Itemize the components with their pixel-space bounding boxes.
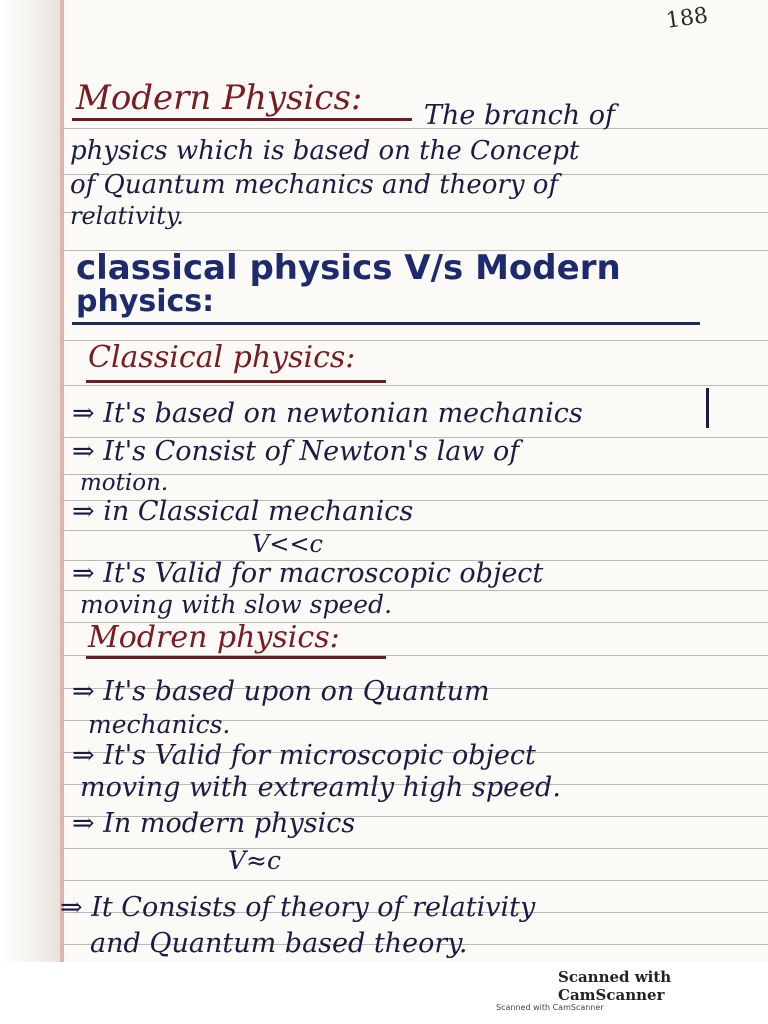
modern-velocity-condition: V≈c (228, 846, 282, 875)
classical-velocity-condition: V<<c (252, 530, 323, 558)
margin-line (60, 0, 64, 962)
classical-line-2: ⇒ It's Consist of Newton's law of (72, 436, 520, 467)
modern-line-1: ⇒ It's based upon on Quantum (72, 676, 490, 707)
scanner-watermark-small: Scanned with CamScanner (496, 1003, 604, 1012)
modern-line-3: ⇒ It's Valid for microscopic object (72, 740, 536, 771)
classical-heading-underline (86, 380, 386, 383)
definition-heading-underline (72, 118, 412, 121)
classical-line-3: motion. (80, 470, 169, 496)
bracket-mark (706, 388, 709, 428)
comparison-title-line-2: physics: (76, 284, 215, 319)
ruled-line (62, 530, 768, 531)
page-number: 188 (664, 3, 710, 34)
comparison-title-underline (72, 322, 700, 325)
modern-line-7: ⇒ It Consists of theory of relativity (60, 892, 536, 923)
modern-line-8: and Quantum based theory. (90, 928, 468, 959)
definition-heading: Modern Physics: (76, 78, 363, 118)
modern-heading-underline (86, 656, 386, 659)
page-binding-strip (0, 0, 60, 962)
ruled-line (62, 848, 768, 849)
classical-line-7: moving with slow speed. (80, 590, 393, 619)
classical-line-6: ⇒ It's Valid for macroscopic object (72, 558, 544, 589)
modern-line-2: mechanics. (88, 710, 231, 739)
classical-line-1: ⇒ It's based on newtonian mechanics (72, 398, 583, 429)
comparison-title-line-1: classical physics V/s Modern (76, 248, 621, 288)
ruled-line (62, 880, 768, 881)
modern-line-5: ⇒ In modern physics (72, 808, 356, 839)
definition-line-2: physics which is based on the Concept (70, 136, 580, 166)
scanner-watermark: Scanned with CamScanner (558, 968, 672, 1004)
classical-line-4: ⇒ in Classical mechanics (72, 496, 414, 527)
classical-heading: Classical physics: (88, 340, 356, 375)
modern-heading: Modren physics: (88, 620, 340, 655)
definition-line-1: The branch of (424, 100, 615, 131)
definition-line-4: relativity. (70, 202, 184, 230)
ruled-line (62, 128, 768, 129)
ruled-line (62, 385, 768, 386)
definition-line-3: of Quantum mechanics and theory of (70, 170, 559, 200)
modern-line-4: moving with extreamly high speed. (80, 772, 561, 803)
